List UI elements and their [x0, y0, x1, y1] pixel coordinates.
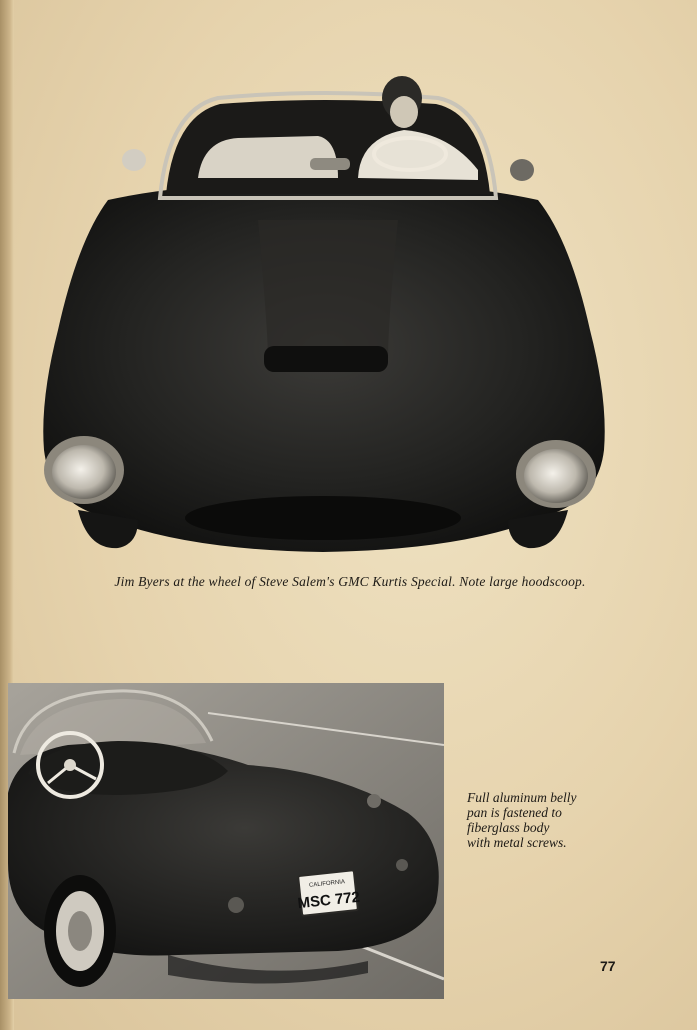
license-plate	[297, 870, 361, 916]
car-front-illustration	[38, 70, 608, 560]
caption-line: pan is fastened to	[467, 805, 562, 820]
page-number: 77	[600, 958, 616, 974]
caption-line: Full aluminum belly	[467, 790, 577, 805]
license-plate-state: CALIFORNIA	[308, 879, 346, 889]
top-photo-caption: Jim Byers at the wheel of Steve Salem's GMC Kurtis Special. Note large hoodscoop.	[114, 574, 586, 589]
bottom-photo-caption	[467, 790, 627, 850]
car-rear-photo	[8, 683, 444, 999]
car-rear-illustration	[8, 683, 444, 999]
caption-line: with metal screws.	[467, 835, 567, 850]
license-plate-number: MSC 772	[296, 888, 361, 913]
car-front-photo	[38, 70, 608, 560]
caption-line: fiberglass body	[467, 820, 550, 835]
